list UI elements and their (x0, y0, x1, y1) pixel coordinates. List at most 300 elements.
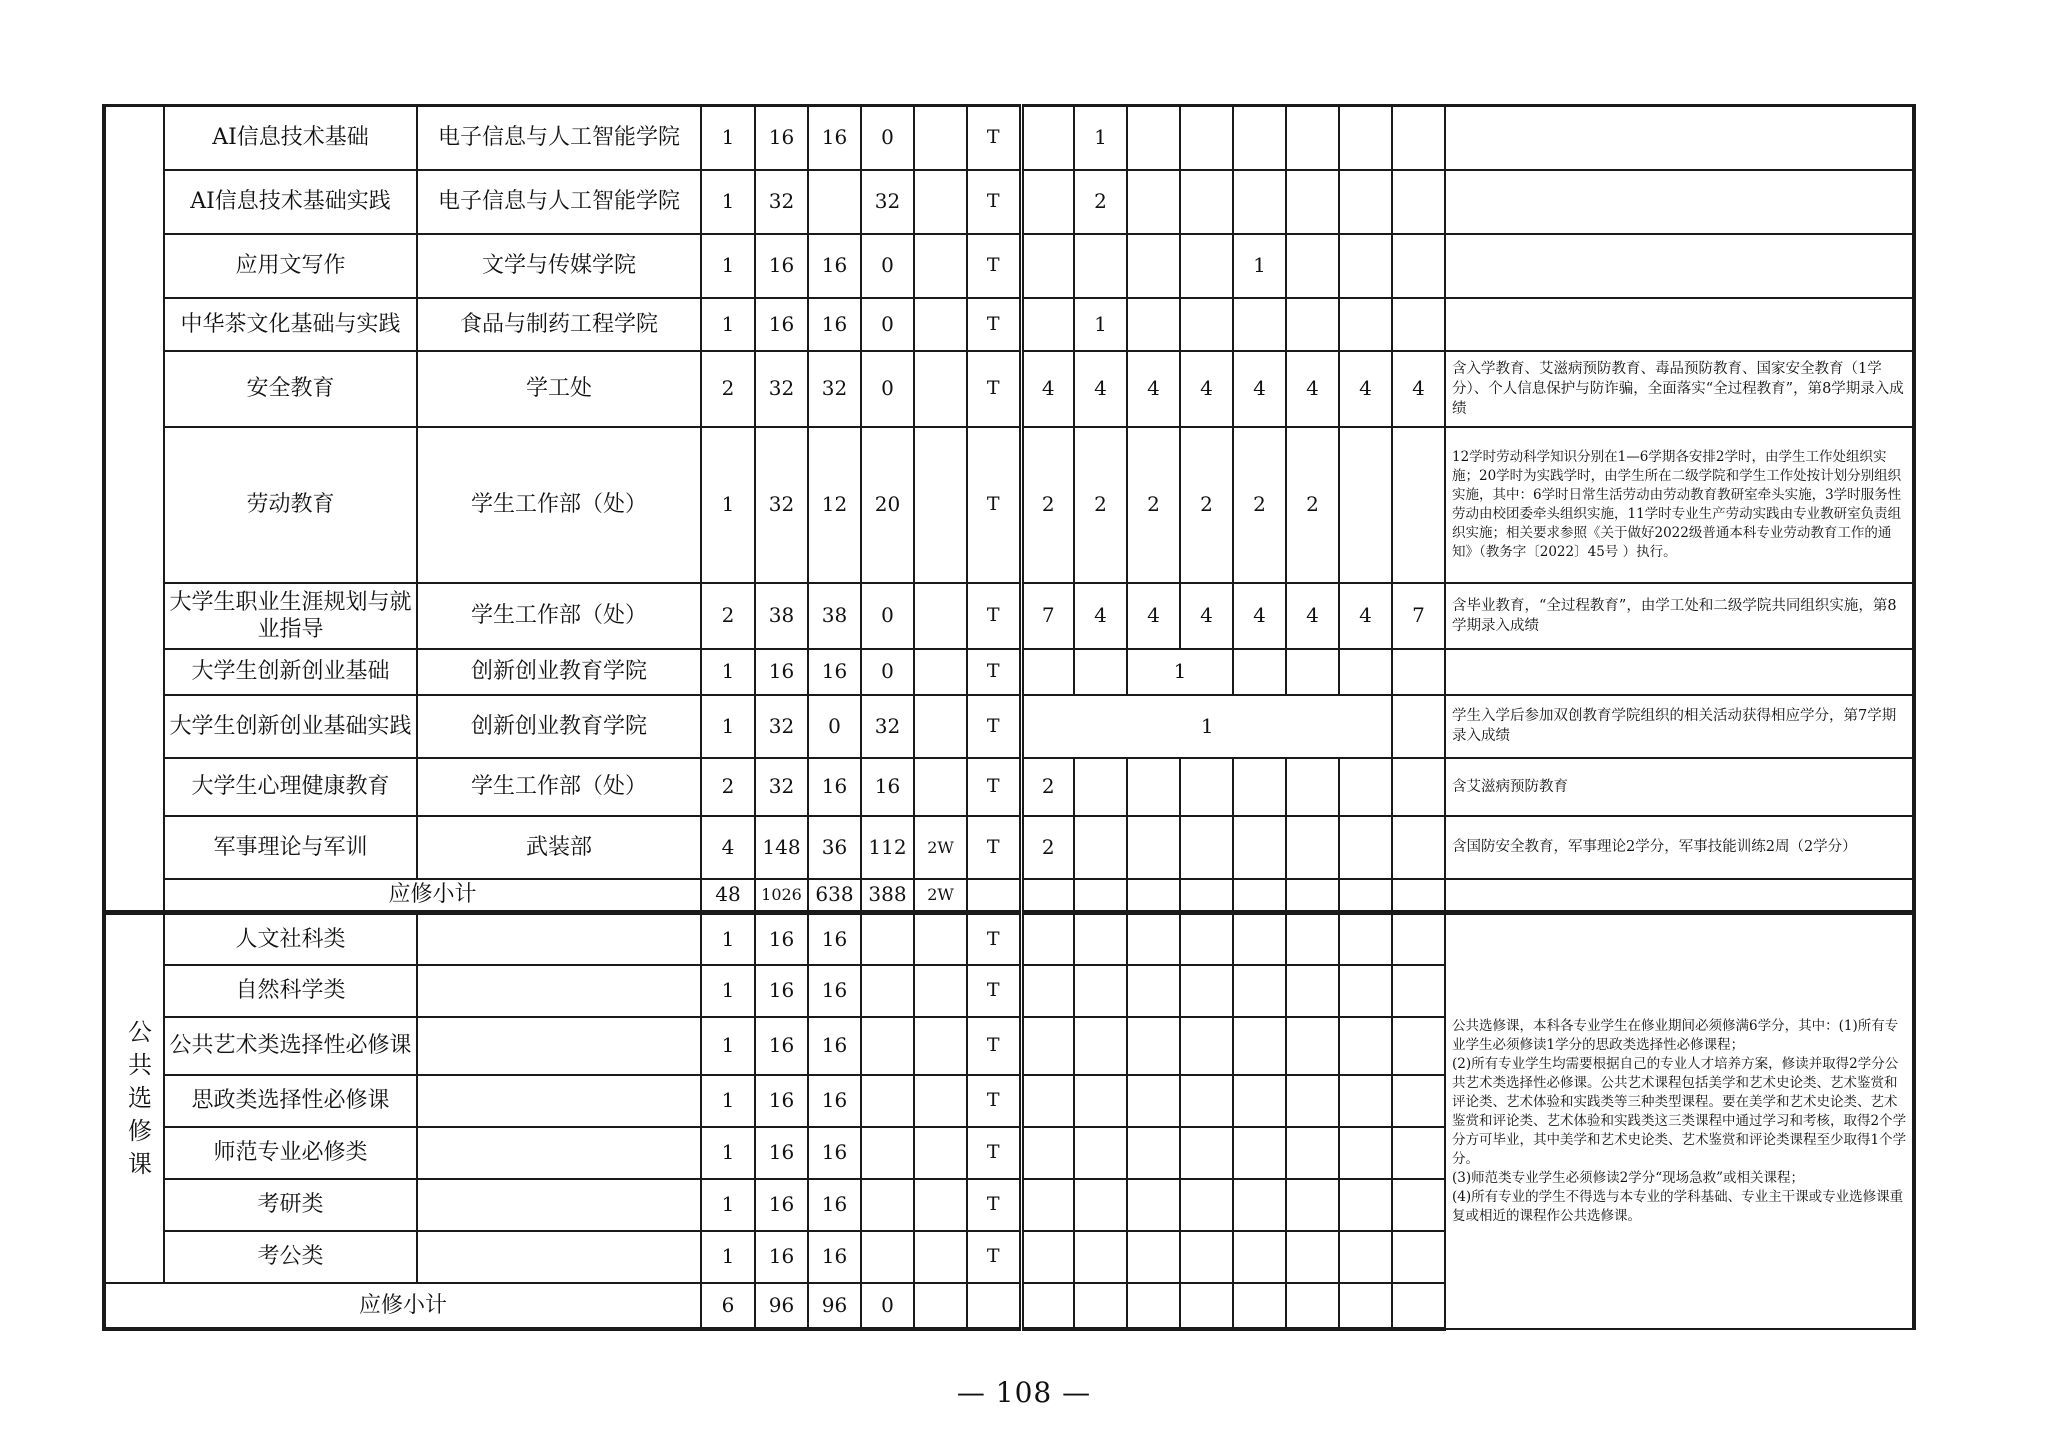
practice-hours-cell: 112 (861, 816, 914, 879)
hours-cell: 32 (755, 351, 808, 427)
semester-cell (1339, 106, 1392, 170)
remark-cell (1445, 879, 1914, 913)
semester-cell (1339, 170, 1392, 234)
semester-cell (1180, 1075, 1233, 1127)
subtotal-row (104, 879, 1914, 913)
semester-merged-cell: 1 (1127, 649, 1233, 695)
semester-cell (1233, 1283, 1286, 1329)
semester-cell (1074, 758, 1127, 816)
credits-cell: 1 (701, 234, 755, 298)
semester-cell (1233, 758, 1286, 816)
remark-cell: 学生入学后参加双创教育学院组织的相关活动获得相应学分，第7学期录入成绩 (1445, 695, 1914, 758)
credits-cell: 1 (701, 427, 755, 583)
semester-cell (1074, 1231, 1127, 1283)
semester-cell: 2 (1074, 170, 1127, 234)
semester-cell (1392, 1283, 1445, 1329)
semester-cell (1339, 1283, 1392, 1329)
practice-hours-cell: 0 (861, 351, 914, 427)
credits-cell: 1 (701, 965, 755, 1017)
semester-cell (1392, 1127, 1445, 1179)
semester-cell (1127, 1179, 1180, 1231)
practice-hours-cell: 0 (861, 583, 914, 649)
practice-hours-cell: 32 (861, 695, 914, 758)
semester-cell (1021, 1179, 1074, 1231)
remark-cell (1445, 170, 1914, 234)
semester-cell (1392, 913, 1445, 965)
course-dept (417, 1017, 701, 1075)
semester-cell: 4 (1392, 351, 1445, 427)
assessment-cell (967, 1283, 1021, 1329)
course-name: 大学生职业生涯规划与就业指导 (164, 583, 417, 649)
semester-cell (1233, 1075, 1286, 1127)
semester-cell (1339, 649, 1392, 695)
remark-cell (1445, 649, 1914, 695)
subtotal-label: 应修小计 (164, 879, 701, 913)
credits-cell: 1 (701, 106, 755, 170)
assessment-cell: T (967, 816, 1021, 879)
semester-cell (1021, 298, 1074, 351)
semester-cell: 4 (1074, 351, 1127, 427)
semester-cell (1392, 816, 1445, 879)
semester-cell (1127, 234, 1180, 298)
semester-cell (1233, 1127, 1286, 1179)
course-row (104, 649, 1914, 695)
semester-cell (1127, 298, 1180, 351)
weeks-cell (914, 351, 967, 427)
hours-cell: 16 (755, 1231, 808, 1283)
course-name: 师范专业必修类 (164, 1127, 417, 1179)
assessment-cell: T (967, 583, 1021, 649)
practice-hours-cell: 0 (861, 106, 914, 170)
credits-cell: 48 (701, 879, 755, 913)
semester-cell (1127, 1231, 1180, 1283)
hours-cell: 16 (755, 965, 808, 1017)
semester-cell (1233, 913, 1286, 965)
semester-cell: 2 (1286, 427, 1339, 583)
semester-cell (1127, 758, 1180, 816)
semester-cell: 4 (1127, 351, 1180, 427)
credits-cell: 6 (701, 1283, 755, 1329)
assessment-cell: T (967, 1127, 1021, 1179)
semester-cell (1180, 965, 1233, 1017)
credits-cell: 2 (701, 758, 755, 816)
hours-cell: 16 (755, 1127, 808, 1179)
hours-cell: 16 (755, 234, 808, 298)
course-name: 公共艺术类选择性必修课 (164, 1017, 417, 1075)
semester-cell (1392, 1231, 1445, 1283)
semester-cell (1127, 170, 1180, 234)
semester-cell: 4 (1339, 583, 1392, 649)
semester-cell: 1 (1074, 298, 1127, 351)
course-dept (417, 965, 701, 1017)
semester-cell (1392, 298, 1445, 351)
semester-cell (1021, 913, 1074, 965)
credits-cell: 1 (701, 1231, 755, 1283)
semester-cell (1127, 1075, 1180, 1127)
course-row (104, 106, 1914, 170)
semester-cell (1233, 1231, 1286, 1283)
course-name: 大学生创新创业基础 (164, 649, 417, 695)
semester-cell (1339, 1179, 1392, 1231)
course-name: AI信息技术基础实践 (164, 170, 417, 234)
semester-cell (1180, 1283, 1233, 1329)
theory-hours-cell: 38 (808, 583, 861, 649)
semester-cell (1339, 965, 1392, 1017)
course-dept: 电子信息与人工智能学院 (417, 170, 701, 234)
assessment-cell: T (967, 965, 1021, 1017)
semester-cell (1074, 965, 1127, 1017)
credits-cell: 1 (701, 1017, 755, 1075)
semester-cell (1074, 1075, 1127, 1127)
hours-cell: 16 (755, 1075, 808, 1127)
practice-hours-cell (861, 1075, 914, 1127)
weeks-cell (914, 1127, 967, 1179)
semester-cell (1233, 298, 1286, 351)
practice-hours-cell: 20 (861, 427, 914, 583)
semester-cell (1339, 1075, 1392, 1127)
curriculum-table (102, 104, 1916, 1331)
semester-cell (1339, 1127, 1392, 1179)
semester-cell (1392, 758, 1445, 816)
semester-cell (1127, 965, 1180, 1017)
semester-cell: 7 (1021, 583, 1074, 649)
hours-cell: 148 (755, 816, 808, 879)
course-dept: 学工处 (417, 351, 701, 427)
practice-hours-cell: 0 (861, 298, 914, 351)
course-dept: 文学与传媒学院 (417, 234, 701, 298)
theory-hours-cell: 32 (808, 351, 861, 427)
course-name: 应用文写作 (164, 234, 417, 298)
semester-cell (1286, 234, 1339, 298)
credits-cell: 4 (701, 816, 755, 879)
course-row (104, 427, 1914, 583)
assessment-cell: T (967, 170, 1021, 234)
semester-cell (1339, 816, 1392, 879)
semester-cell (1074, 1127, 1127, 1179)
semester-cell (1392, 695, 1445, 758)
semester-cell (1180, 298, 1233, 351)
assessment-cell: T (967, 1075, 1021, 1127)
credits-cell: 1 (701, 649, 755, 695)
assessment-cell: T (967, 695, 1021, 758)
course-dept: 创新创业教育学院 (417, 695, 701, 758)
course-name: 安全教育 (164, 351, 417, 427)
semester-cell (1286, 298, 1339, 351)
weeks-cell (914, 695, 967, 758)
credits-cell: 2 (701, 351, 755, 427)
practice-hours-cell: 388 (861, 879, 914, 913)
course-dept: 创新创业教育学院 (417, 649, 701, 695)
semester-cell (1021, 234, 1074, 298)
remark-cell: 含艾滋病预防教育 (1445, 758, 1914, 816)
semester-cell: 4 (1286, 351, 1339, 427)
practice-hours-cell: 32 (861, 170, 914, 234)
semester-cell: 2 (1127, 427, 1180, 583)
hours-cell: 32 (755, 170, 808, 234)
semester-cell: 1 (1233, 234, 1286, 298)
semester-cell (1021, 1017, 1074, 1075)
theory-hours-cell: 36 (808, 816, 861, 879)
theory-hours-cell: 16 (808, 106, 861, 170)
weeks-cell (914, 1017, 967, 1075)
semester-cell: 4 (1233, 583, 1286, 649)
semester-cell (1286, 1179, 1339, 1231)
weeks-cell (914, 427, 967, 583)
semester-cell (1233, 879, 1286, 913)
semester-cell (1286, 1017, 1339, 1075)
semester-cell (1233, 649, 1286, 695)
theory-hours-cell: 16 (808, 1179, 861, 1231)
practice-hours-cell (861, 965, 914, 1017)
elective-row (104, 913, 1914, 965)
credits-cell: 1 (701, 298, 755, 351)
semester-cell (1127, 913, 1180, 965)
semester-cell (1180, 234, 1233, 298)
hours-cell: 96 (755, 1283, 808, 1329)
semester-cell (1233, 1017, 1286, 1075)
assessment-cell: T (967, 758, 1021, 816)
semester-cell (1392, 965, 1445, 1017)
practice-hours-cell (861, 1017, 914, 1075)
semester-cell (1339, 298, 1392, 351)
hours-cell: 38 (755, 583, 808, 649)
assessment-cell: T (967, 298, 1021, 351)
weeks-cell: 2W (914, 816, 967, 879)
theory-hours-cell: 16 (808, 1231, 861, 1283)
weeks-cell (914, 649, 967, 695)
course-row (104, 816, 1914, 879)
semester-cell (1127, 816, 1180, 879)
hours-cell: 16 (755, 106, 808, 170)
assessment-cell: T (967, 913, 1021, 965)
weeks-cell (914, 298, 967, 351)
semester-cell (1021, 170, 1074, 234)
remark-cell: 含国防安全教育，军事理论2学分，军事技能训练2周（2学分） (1445, 816, 1914, 879)
semester-cell (1286, 106, 1339, 170)
semester-cell (1339, 913, 1392, 965)
course-row (104, 583, 1914, 649)
course-row (104, 758, 1914, 816)
weeks-cell (914, 913, 967, 965)
semester-cell: 4 (1286, 583, 1339, 649)
hours-cell: 16 (755, 649, 808, 695)
hours-cell: 1026 (755, 879, 808, 913)
practice-hours-cell: 0 (861, 234, 914, 298)
assessment-cell: T (967, 1017, 1021, 1075)
semester-cell: 2 (1021, 758, 1074, 816)
semester-cell (1180, 758, 1233, 816)
semester-cell (1021, 1231, 1074, 1283)
semester-cell (1021, 106, 1074, 170)
course-row (104, 695, 1914, 758)
semester-cell (1339, 427, 1392, 583)
semester-cell (1286, 816, 1339, 879)
practice-hours-cell (861, 1231, 914, 1283)
course-row (104, 234, 1914, 298)
remark-cell (1445, 106, 1914, 170)
course-dept: 食品与制药工程学院 (417, 298, 701, 351)
semester-cell (1074, 1179, 1127, 1231)
subtotal-label: 应修小计 (104, 1283, 701, 1329)
practice-hours-cell: 0 (861, 649, 914, 695)
theory-hours-cell: 16 (808, 298, 861, 351)
assessment-cell (967, 879, 1021, 913)
theory-hours-cell: 0 (808, 695, 861, 758)
semester-cell (1021, 965, 1074, 1017)
hours-cell: 16 (755, 298, 808, 351)
credits-cell: 1 (701, 170, 755, 234)
remark-cell: 12学时劳动科学知识分别在1—6学期各安排2学时，由学生工作处组织实施；20学时为实践学时，由学生所在二级学院和学生工作处按计划分别组织实施，其中：6学时日常生活劳动由劳动教育教研室牵头实施，3学时服务性劳动由校团委牵头组织实施，11学时专业生产劳动实践由专业教研室负责组织实施；相关要求参照《关于做好2022级普通本科专业劳动教育工作的通知》（教务字〔2022〕45号 ）执行。 (1445, 427, 1914, 583)
semester-cell (1180, 1017, 1233, 1075)
semester-cell (1180, 106, 1233, 170)
hours-cell: 16 (755, 1179, 808, 1231)
course-dept: 学生工作部（处） (417, 758, 701, 816)
hours-cell: 32 (755, 695, 808, 758)
weeks-cell (914, 758, 967, 816)
semester-cell (1286, 1231, 1339, 1283)
semester-cell: 2 (1233, 427, 1286, 583)
semester-cell (1286, 1127, 1339, 1179)
semester-cell (1127, 1017, 1180, 1075)
credits-cell: 1 (701, 695, 755, 758)
course-name: 大学生心理健康教育 (164, 758, 417, 816)
remark-cell (1445, 298, 1914, 351)
weeks-cell (914, 106, 967, 170)
semester-cell (1233, 965, 1286, 1017)
practice-hours-cell: 16 (861, 758, 914, 816)
semester-cell (1180, 816, 1233, 879)
theory-hours-cell: 16 (808, 1075, 861, 1127)
semester-cell (1392, 427, 1445, 583)
semester-cell (1286, 170, 1339, 234)
weeks-cell (914, 1231, 967, 1283)
semester-cell (1233, 106, 1286, 170)
semester-cell (1339, 1017, 1392, 1075)
semester-cell (1127, 1283, 1180, 1329)
semester-cell (1339, 1231, 1392, 1283)
assessment-cell: T (967, 1231, 1021, 1283)
semester-cell (1392, 234, 1445, 298)
course-name: 大学生创新创业基础实践 (164, 695, 417, 758)
category-cell (104, 106, 164, 913)
semester-cell (1286, 913, 1339, 965)
theory-hours-cell: 16 (808, 234, 861, 298)
assessment-cell: T (967, 106, 1021, 170)
weeks-cell (914, 234, 967, 298)
semester-merged-cell: 1 (1021, 695, 1392, 758)
semester-cell (1074, 913, 1127, 965)
semester-cell (1286, 965, 1339, 1017)
semester-cell (1021, 1075, 1074, 1127)
semester-cell (1339, 234, 1392, 298)
course-name: 自然科学类 (164, 965, 417, 1017)
theory-hours-cell: 16 (808, 649, 861, 695)
course-name: 思政类选择性必修课 (164, 1075, 417, 1127)
theory-hours-cell: 16 (808, 965, 861, 1017)
course-name: 人文社科类 (164, 913, 417, 965)
course-name: 军事理论与军训 (164, 816, 417, 879)
theory-hours-cell: 638 (808, 879, 861, 913)
semester-cell (1180, 170, 1233, 234)
semester-cell (1286, 879, 1339, 913)
theory-hours-cell: 16 (808, 1127, 861, 1179)
semester-cell (1074, 816, 1127, 879)
course-name: 考公类 (164, 1231, 417, 1283)
credits-cell: 2 (701, 583, 755, 649)
weeks-cell (914, 170, 967, 234)
semester-cell (1233, 816, 1286, 879)
semester-cell (1021, 879, 1074, 913)
semester-cell (1339, 879, 1392, 913)
theory-hours-cell: 16 (808, 758, 861, 816)
semester-cell (1286, 1283, 1339, 1329)
page-number: — 108 — (956, 1376, 1092, 1409)
course-dept: 学生工作部（处） (417, 583, 701, 649)
remark-cell: 含毕业教育，“全过程教育”，由学工处和二级学院共同组织实施，第8学期录入成绩 (1445, 583, 1914, 649)
semester-cell (1392, 1017, 1445, 1075)
category-vertical-label: 公共选修课 (104, 913, 164, 1283)
semester-cell (1286, 649, 1339, 695)
theory-hours-cell: 16 (808, 913, 861, 965)
course-name: 考研类 (164, 1179, 417, 1231)
assessment-cell: T (967, 427, 1021, 583)
assessment-cell: T (967, 649, 1021, 695)
semester-cell (1127, 106, 1180, 170)
semester-cell: 4 (1074, 583, 1127, 649)
semester-cell (1180, 1231, 1233, 1283)
credits-cell: 1 (701, 1127, 755, 1179)
course-name: 劳动教育 (164, 427, 417, 583)
course-row (104, 298, 1914, 351)
practice-hours-cell (861, 1179, 914, 1231)
semester-cell: 4 (1180, 351, 1233, 427)
course-dept: 武装部 (417, 816, 701, 879)
semester-cell (1074, 1283, 1127, 1329)
theory-hours-cell: 16 (808, 1017, 861, 1075)
course-dept (417, 1127, 701, 1179)
semester-cell (1127, 1127, 1180, 1179)
hours-cell: 32 (755, 427, 808, 583)
course-row (104, 170, 1914, 234)
semester-cell (1074, 234, 1127, 298)
semester-cell (1074, 879, 1127, 913)
weeks-cell (914, 583, 967, 649)
course-dept: 学生工作部（处） (417, 427, 701, 583)
credits-cell: 1 (701, 1179, 755, 1231)
course-row (104, 351, 1914, 427)
weeks-cell (914, 1179, 967, 1231)
semester-cell: 2 (1021, 427, 1074, 583)
semester-cell: 4 (1233, 351, 1286, 427)
semester-cell (1392, 879, 1445, 913)
weeks-cell: 2W (914, 879, 967, 913)
course-name: 中华茶文化基础与实践 (164, 298, 417, 351)
semester-cell (1286, 758, 1339, 816)
practice-hours-cell (861, 913, 914, 965)
hours-cell: 32 (755, 758, 808, 816)
semester-cell (1392, 649, 1445, 695)
course-dept (417, 1075, 701, 1127)
course-dept: 电子信息与人工智能学院 (417, 106, 701, 170)
semester-cell (1339, 758, 1392, 816)
semester-cell (1180, 1179, 1233, 1231)
semester-cell (1180, 879, 1233, 913)
semester-cell (1392, 170, 1445, 234)
course-name: AI信息技术基础 (164, 106, 417, 170)
semester-cell: 4 (1021, 351, 1074, 427)
semester-cell: 4 (1180, 583, 1233, 649)
hours-cell: 16 (755, 913, 808, 965)
